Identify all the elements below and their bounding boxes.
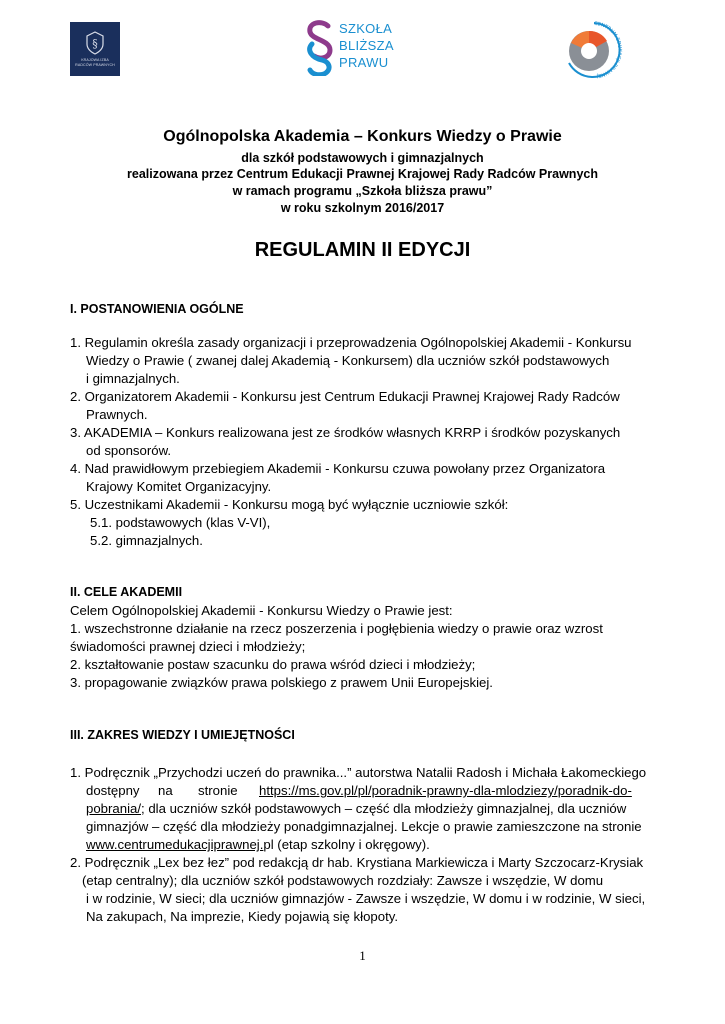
s2-line-3: świadomości prawnej dzieci i młodzieży; [70,639,306,654]
krrp-logo [70,22,120,76]
paragraph-s-icon [302,20,338,76]
szkola-blizsza-prawu-logo [302,20,412,76]
s1-line-7: od sponsorów. [86,443,172,458]
section-1-heading: I. POSTANOWIENIA OGÓLNE [70,302,244,316]
ms-gov-link-cont[interactable]: pobrania/ [86,801,141,816]
s1-line-10: 5. Uczestnikami Akademii - Konkursu mogą być wyłącznie uczniowie szkół: [70,497,509,512]
s2-line-4: 2. kształtowanie postaw szacunku do prawa wśród dzieci i młodzieży; [70,657,476,672]
s1-line-8: 4. Nad prawidłowym przebiegiem Akademii - Konkursu czuwa powołany przez Organizatora [70,461,606,476]
subtitle-line-1: dla szkół podstawowych i gimnazjalnych [241,151,484,165]
s3-item1-line-5-rest: pl (etap szkolny i okręgowy). [263,837,430,852]
cep-logo [563,19,625,81]
s1-line-2: Wiedzy o Prawie ( zwanej dalej Akademią - Konkursem) dla uczniów szkół podstawowych [86,353,610,368]
s3-item1-word-na: na [158,783,173,798]
s3-item1-line-4: gimnazjów – część dla młodzieży ponadgimnazjalnej. Lekcje o prawie zamieszczone na stronie [86,819,642,834]
subtitle-line-2: realizowana przez Centrum Edukacji Prawnej Krajowej Rady Radców Prawnych [127,167,598,181]
s2-line-2: 1. wszechstronne działanie na rzecz poszerzenia i pogłębienia wiedzy o prawie oraz wzrost [70,621,603,636]
svg-text:§: § [92,37,98,50]
s1-line-5: Prawnych. [86,407,148,422]
regulamin-heading: REGULAMIN II EDYCJI [254,239,471,261]
s3-item2-line-3: i w rodzinie, W sieci; dla uczniów gimnazjów - Zawsze i wszędzie, W domu i w rodzinie, W sieci, [86,891,646,906]
s3-item1-word-stronie: stronie [198,783,238,798]
subtitle-line-3: w ramach programu „Szkoła bliższa prawu” [232,184,493,198]
s3-item2-line-4: Na zakupach, Na imprezie, Kiedy pojawią się kłopoty. [86,909,399,924]
krrp-caption-2: RADCÓW PRAWNYCH [75,63,115,67]
subtitle-line-4: w roku szkolnym 2016/2017 [280,201,445,215]
s2-line-1: Celem Ogólnopolskiej Akademii - Konkursu Wiedzy o Prawie jest: [70,603,453,618]
krrp-caption-1: KRAJOWA IZBA [81,58,109,62]
ms-gov-link[interactable]: https://ms.gov.pl/pl/poradnik-prawny-dla-mlodziezy/poradnik-do- [259,783,632,798]
section-2-heading: II. CELE AKADEMII [70,585,183,599]
szkola-word-2: BLIŻSZA [339,38,394,53]
s1-line-9: Krajowy Komitet Organizacyjny. [86,479,272,494]
szkola-word-1: SZKOŁA [339,21,393,36]
krrp-emblem-icon [85,31,105,55]
s2-line-5: 3. propagowanie związków prawa polskiego z prawem Unii Europejskiej. [70,675,493,690]
section-3-heading: III. ZAKRES WIEDZY I UMIEJĘTNOŚCI [70,728,295,742]
s3-item2-line-2: (etap centralny); dla uczniów szkół podstawowych rozdziały: Zawsze i wszędzie, W domu [82,873,604,888]
s3-item1-line-3-rest: ; dla uczniów szkół podstawowych – część dla młodzieży gimnazjalnej, dla uczniów [141,801,627,816]
document-title: Ogólnopolska Akademia – Konkurs Wiedzy o Prawie [163,128,562,145]
cep-circle-icon [563,19,625,81]
s3-item2-line-1: 2. Podręcznik „Lex bez łez” pod redakcją dr hab. Krystiana Markiewicza i Marty Szczocarz-Krysiak [70,855,644,870]
s1-line-3: i gimnazjalnych. [86,371,180,386]
s3-item1-line-5 [86,837,430,853]
szkola-word-3: PRAWU [339,55,389,70]
s1-line-11: 5.1. podstawowych (klas V-VI), [90,515,271,530]
s1-line-1: 1. Regulamin określa zasady organizacji i przeprowadzenia Ogólnopolskiej Akademii - Konkursu [70,335,632,350]
s1-line-6: 3. AKADEMIA – Konkurs realizowana jest ze środków własnych KRRP i środków pozyskanych [70,425,621,440]
s3-item1-word-dostepny: dostępny [86,783,140,798]
s1-line-12: 5.2. gimnazjalnych. [90,533,203,548]
centrum-link[interactable]: www.centrumedukacjiprawnej. [86,837,264,852]
page-number: 1 [359,948,366,963]
s3-item1-line-1: 1. Podręcznik „Przychodzi uczeń do prawnika...” autorstwa Natalii Radosh i Michała Łakomeckiego [70,765,647,780]
s3-item1-line-3 [86,801,626,817]
s1-line-4: 2. Organizatorem Akademii - Konkursu jest Centrum Edukacji Prawnej Krajowej Rady Radców [70,389,620,404]
cep-ring-text: CENTRUM EDUKACJI PRAWNEJ [593,20,623,79]
